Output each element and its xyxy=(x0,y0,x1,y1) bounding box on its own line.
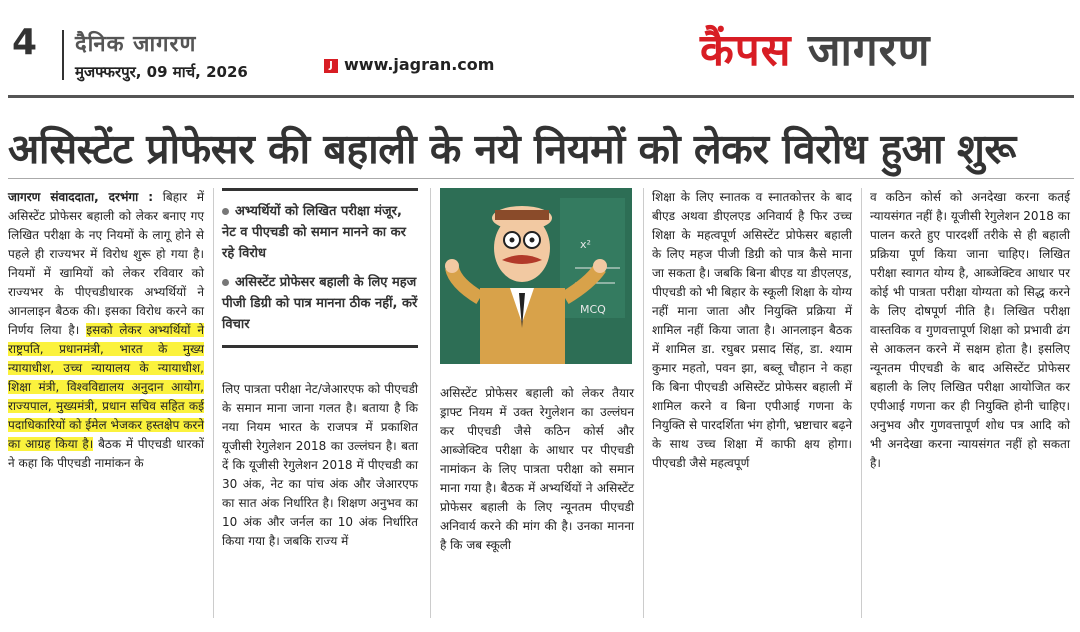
column-divider xyxy=(430,188,431,618)
brand-logo xyxy=(700,18,930,78)
jagran-logo-icon: J xyxy=(324,59,338,73)
highlights-box xyxy=(222,188,418,348)
article-column-2: लिए पात्रता परीक्षा नेट/जेआरएफ को पीएचडी के समान माना जाना गलत है। बताया है कि नया नियम भारत के राजपत्र में प्रकाशित यूजीसी रेगुलेशन 2018 का उल्लंघन है। बता दें कि यूजीसी रेगुलेशन 2018 में पीएचडी का 30 अंक, नेट का पांच अंक और जेआरएफ का सात अंक निर्धारित है। शिक्षण अनुभव का 10 अंक और जर्नल का 10 अंक निर्धारित किया गया है। जबकि राज्य में xyxy=(222,382,418,548)
article-column-3: असिस्टेंट प्रोफेसर बहाली को लेकर तैयार ड्राफ्ट नियम में उक्त रेगुलेशन का उल्लंघन कर पीएचडी जैसे कठिन कोर्स और आब्जेक्टिव परीक्षा के आधार पर पीएचडी नामांकन के लिए पात्रता परीक्षा को समान माना गया है। बैठक में अभ्यर्थियों ने असिस्टेंट प्रोफेसर बहाली के लिए न्यूनतम पीएचडी अनिवार्य करने की मांग की है। उनका मानना है कि जब स्कूली xyxy=(440,386,634,552)
page-number: 4 xyxy=(12,22,38,63)
col1-text-a: बिहार में असिस्टेंट प्रोफेसर बहाली को लेकर बनाए गए लिखित परीक्षा के नए नियमों के लागू होने से पहले ही राज्यभर में विरोध शुरू हो गया है। नियमों में खामियों को लेकर रविवार को राज्यभर के पीएचडीधारक अभ्यर्थियों ने आनलाइन बैठक की। इसका विरोध करने का निर्णय लिया है। xyxy=(8,190,204,337)
highlight-item: असिस्टेंट प्रोफेसर बहाली के लिए महज पीजी डिग्री को पात्र मानना ठीक नहीं, करें विचार xyxy=(222,275,418,332)
column-divider xyxy=(861,188,862,618)
masthead-rule xyxy=(8,95,1074,98)
byline: जागरण संवाददाता, दरभंगा : xyxy=(8,190,154,204)
col1-text-b: बैठक में पीएचडी धारकों ने कहा कि पीएचडी नामांकन के xyxy=(8,437,204,470)
highlighted-text: इसको लेकर अभ्यर्थियों ने राष्ट्रपति, प्रधानमंत्री, भारत के मुख्य न्यायाधीश, उच्च न्यायालय के न्यायाधीश, शिक्षा मंत्री, विश्वविद्यालय अनुदान आयोग, राज्यपाल, मुख्यमंत्री, प्रधान सचिव सहित कई पदाधिकारियों को ईमेल भेजकर हस्तक्षेप करने का आग्रह किया है। xyxy=(8,323,204,451)
brand-part-1: कैंपस xyxy=(700,25,792,76)
highlight-item: अभ्यर्थियों को लिखित परीक्षा मंजूर, नेट व पीएचडी को समान मानने का कर रहे विरोध xyxy=(222,204,406,261)
dateline: मुजफ्फरपुर, 09 मार्च, 2026 xyxy=(75,63,248,81)
brand-part-2: जागरण xyxy=(807,25,931,76)
headline-rule xyxy=(8,178,1074,179)
masthead-divider xyxy=(62,30,64,80)
article-column-1 xyxy=(8,188,204,618)
svg-text:MCQ: MCQ xyxy=(580,303,606,316)
website-url: www.jagran.com xyxy=(344,55,495,74)
column-divider xyxy=(643,188,644,618)
bullet-icon xyxy=(222,279,229,286)
article-headline: असिस्टेंट प्रोफेसर की बहाली के नये नियमों को लेकर विरोध हुआ शुरू xyxy=(8,125,1016,173)
professor-illustration xyxy=(440,188,632,364)
svg-text:x²: x² xyxy=(580,238,591,251)
website xyxy=(324,55,494,74)
bullet-icon xyxy=(222,208,229,215)
paper-name: दैनिक जागरण xyxy=(75,32,197,57)
masthead xyxy=(0,0,1080,102)
article-column-4: शिक्षा के लिए स्नातक व स्नातकोत्तर के बाद बीएड अथवा डीएलएड अनिवार्य है फिर उच्च शिक्षा के महत्वपूर्ण असिस्टेंट प्रोफेसर बहाली के लिए महज पीजी डिग्री को पात्र कैसे माना जा सकता है। जबकि बिना बीएड या डीएलएड, पीएचडी को भी बिहार के स्कूली शिक्षा के योग्य नहीं माना जाता और नियुक्ति प्रक्रिया में शामिल नहीं किया जाता है। आनलाइन बैठक में शामिल डा. रघुबर प्रसाद सिंह, डा. श्याम कुमार महतो, पवन झा, बब्लू चौहान ने कहा कि बिना पीएचडी असिस्टेंट प्रोफेसर बहाली में शामिल करने व बिना एपीआई गणना के नियुक्ति से पारदर्शिता भंग होगी, भ्रष्टाचार बढ़ने के साथ उच्च शिक्षा में काफी क्षय होगा। पीएचडी जैसे महत्वपूर्ण xyxy=(652,190,852,470)
teacher-cartoon-icon xyxy=(440,188,632,364)
column-divider xyxy=(213,188,214,618)
article-column-5: व कठिन कोर्स को अनदेखा करना कतई न्यायसंगत नहीं है। यूजीसी रेगुलेशन 2018 का पालन करते हुए पारदर्शी तरीके से ही बहाली प्रक्रिया पूर्ण किया जाना चाहिए। लिखित परीक्षा स्वागत योग्य है, आब्जेक्टिव आधार पर कोई भी पात्रता परीक्षा योग्यता को सिद्ध करने के लिए दोषपूर्ण नीति है। लिखित परीक्षा वास्तविक व गुणवत्तापूर्ण शिक्षा को प्रभावी ढंग से आकलन करने में सक्षम होता है। इसलिए न्यूनतम पीएचडी के बाद असिस्टेंट प्रोफेसर बहाली के लिए लिखित परीक्षा आयोजित कर एपीआई गणना कर ही नियुक्ति होनी चाहिए। अनुभव और गुणवत्तापूर्ण शोध पत्र आदि को भी अनदेखा करना न्यायसंगत नहीं हो सकता है। xyxy=(870,190,1070,470)
